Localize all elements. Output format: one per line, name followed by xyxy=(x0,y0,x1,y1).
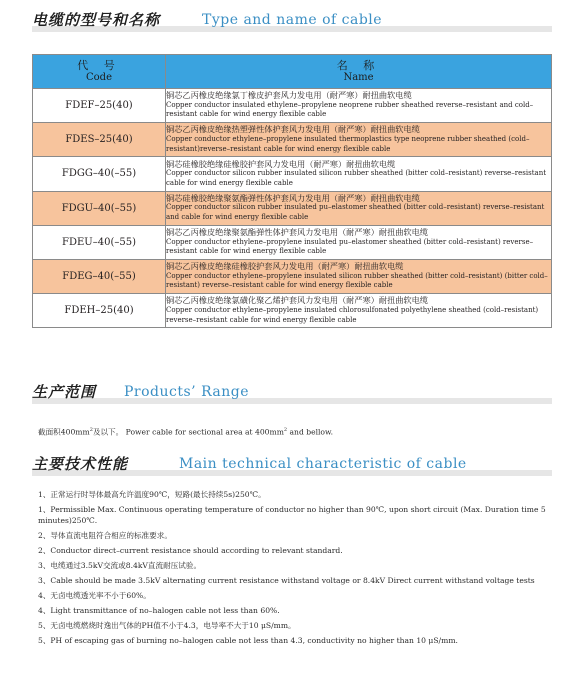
tech-item: 1、正常运行时导体最高允许温度90℃，短路(最长持续5s)250℃。 xyxy=(38,490,266,499)
cable-name-cn: 铜芯硅橡胶绝缘聚氨酯弹性体护套风力发电用（耐严寒）耐扭曲软电缆 xyxy=(166,192,420,203)
tech-item: 2、导体直流电阻符合相应的标准要求。 xyxy=(38,530,172,540)
cable-name-cn: 铜芯硅橡胶绝缘硅橡胶护套风力发电用（耐严寒）耐扭曲软电缆 xyxy=(166,158,396,169)
products-range-text xyxy=(38,425,548,438)
table-row xyxy=(33,259,552,293)
section-title-cn: 主要技术性能 xyxy=(32,455,129,473)
tech-item: 3、Cable should be made 3.5kV alternating current resistance withstand voltage or 8.4kV Direct current withstand voltage tests xyxy=(38,575,535,585)
code-header-en: Code xyxy=(86,72,112,83)
range-text-rest: 及以下。 Power cable for sectional area at 400mm xyxy=(92,427,284,437)
table-row xyxy=(33,225,552,259)
cable-name-en: Copper conductor silicon rubber insulated pu–elastomer sheathed (bitter cold–resistant) reverse–resistant and cable for wind energy flexible cable xyxy=(166,203,545,221)
cable-name-cn: 铜芯乙丙橡皮绝缘氯丁橡皮护套风力发电用（耐严寒）耐扭曲软电缆 xyxy=(166,90,412,101)
table-row xyxy=(33,157,552,191)
cable-name xyxy=(166,123,552,157)
cable-name-cn: 铜芯乙丙橡皮绝缘硅橡胶护套风力发电用（耐严寒）耐扭曲软电缆 xyxy=(166,261,404,272)
range-sup-2: 2 xyxy=(283,427,288,433)
code-column-header xyxy=(33,55,166,89)
section-header-technical xyxy=(32,452,552,478)
cable-name-cn: 铜芯乙丙橡皮绝缘聚氨酯弹性体护套风力发电用（耐严寒）耐扭曲软电缆 xyxy=(166,226,429,237)
section-header-products-range xyxy=(32,380,552,406)
range-text-cn: 截面积400mm xyxy=(38,427,90,437)
tech-item: 5、PH of escaping gas of burning no–halogen cable not less than 4.3, conductivity no higher than 10 μS/mm. xyxy=(38,636,458,646)
section-title-en: Type and name of cable xyxy=(202,12,383,28)
tech-item: 2、Conductor direct–current resistance should according to relevant standard. xyxy=(38,545,343,555)
cable-code: FDGG–40(–55) xyxy=(33,157,166,191)
table-body xyxy=(33,89,552,328)
cable-name xyxy=(166,225,552,259)
table-row xyxy=(33,123,552,157)
cable-code: FDGU–40(–55) xyxy=(33,191,166,225)
header-underline xyxy=(32,398,552,404)
tech-item: 3、电缆通过3.5kV交流或8.4kV直流耐压试验。 xyxy=(38,560,202,570)
code-header-cn: 代 号 xyxy=(77,59,121,72)
cable-name-en: Copper conductor ethylene–propylene insulated pu–elastomer sheathed (bitter cold–resistant) reverse–resistant cable for wind energy flexible cable xyxy=(166,237,534,256)
cable-name-cn: 铜芯乙丙橡皮绝缘热塑弹性体护套风力发电用（耐严寒）耐扭曲软电缆 xyxy=(166,124,420,135)
name-header-en: Name xyxy=(343,72,374,83)
tech-item: 1、Permissible Max. Continuous operating temperature of conductor no higher than 90℃, upon short circuit (Max. Duration time 5 minutes)250℃. xyxy=(38,505,546,525)
name-header-cn: 名 称 xyxy=(336,59,381,72)
range-text-end: and bellow. xyxy=(287,427,334,437)
cable-code: FDES–25(40) xyxy=(33,123,166,157)
cable-type-table xyxy=(32,54,552,328)
technical-characteristics-list xyxy=(38,490,548,651)
cable-name xyxy=(166,259,552,293)
name-column-header xyxy=(166,55,552,89)
cable-code: FDEH–25(40) xyxy=(33,294,166,328)
section-title-en: Products’ Range xyxy=(124,384,250,400)
cable-name-en: Copper conductor ethylene–propylene insulated silicon rubber sheathed (bitter cold–resistant) (bitter cold–resistant) reverse–resistant cable for wind energy flexible cable xyxy=(166,271,548,290)
cable-name xyxy=(166,157,552,191)
cable-code: FDEF–25(40) xyxy=(33,89,166,123)
section-title-cn: 电缆的型号和名称 xyxy=(32,11,161,29)
section-title-en: Main technical characteristic of cable xyxy=(179,456,467,472)
cable-name xyxy=(166,294,552,328)
cable-name-cn: 铜芯乙丙橡皮绝缘氯磺化聚乙烯护套风力发电用（耐严寒）耐扭曲软电缆 xyxy=(166,295,429,306)
cable-name-en: Copper conductor insulated ethylene–propylene neoprene rubber sheathed reverse–resistant and cold–resistant cable for wind energy flexible cable xyxy=(166,100,534,119)
cable-name-en: Copper conductor silicon rubber insulated silicon rubber sheathed (bitter cold–resistant) reverse–resistant cable for wind energy flexible cable xyxy=(166,169,547,187)
tech-item: 4、无卤电缆透光率不小于60%。 xyxy=(38,591,151,601)
cable-name xyxy=(166,89,552,123)
cable-name xyxy=(166,191,552,225)
table-row xyxy=(33,294,552,328)
table-row xyxy=(33,191,552,225)
tech-item: 5、无卤电缆燃烧时逸出气体的PH值不小于4.3，电导率不大于10 μS/mm。 xyxy=(38,621,296,631)
cable-name-en: Copper conductor ethylene–propylene insulated chlorosulfonated polyethylene sheathed (cold–resistant) reverse–resistant cable for wind energy flexible cable xyxy=(166,305,539,324)
section-title-cn: 生产范围 xyxy=(32,383,97,401)
section-header-type-name xyxy=(32,8,552,34)
cable-code: FDEU–40(–55) xyxy=(33,225,166,259)
range-sup: 2 xyxy=(89,427,93,433)
cable-code: FDEG–40(–55) xyxy=(33,259,166,293)
table-row xyxy=(33,89,552,123)
cable-name-en: Copper conductor ethylene–propylene insulated thermoplastics type neoprene rubber sheathed (cold–resistant)reverse–resistant cable for wind energy flexible cable xyxy=(166,134,530,153)
tech-item: 4、Light transmittance of no–halogen cable not less than 60%. xyxy=(38,606,280,616)
